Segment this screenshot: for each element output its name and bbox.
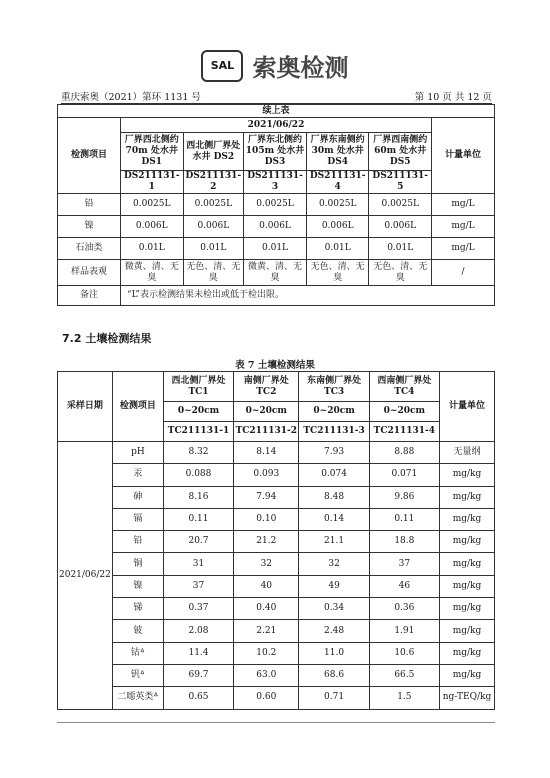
result-value: 0.01L [369, 238, 432, 260]
sample-code: TC211131-1 [163, 422, 233, 442]
result-value: 0.01L [183, 238, 244, 260]
site-header: 西南侧厂界处 TC4 [369, 372, 439, 402]
result-value: 8.48 [299, 486, 369, 508]
unit: mg/kg [440, 531, 495, 553]
result-value: 0.11 [163, 508, 233, 530]
remark-text: “L”表示检测结果未检出或低于检出限。 [121, 286, 495, 306]
table-row [58, 598, 495, 620]
unit: mg/kg [440, 598, 495, 620]
result-value: 18.8 [369, 531, 439, 553]
unit: mg/kg [440, 464, 495, 486]
result-value: 7.93 [299, 442, 369, 464]
result-value: 0.01L [306, 238, 369, 260]
unit: ng-TEQ/kg [440, 687, 495, 709]
result-value: 21.1 [299, 531, 369, 553]
item-name: 二噁英类ᐞ [112, 687, 163, 709]
result-value: 0.0025L [306, 194, 369, 216]
table-row [58, 238, 495, 260]
unit-header: 计量单位 [432, 118, 495, 194]
result-value: 0.093 [234, 464, 299, 486]
unit: mg/L [432, 194, 495, 216]
sample-code: DS211131-2 [183, 171, 244, 194]
item-header: 检测项目 [58, 118, 121, 194]
depth-value: 0~20cm [163, 402, 233, 422]
result-value: 0.074 [299, 464, 369, 486]
result-value: 0.60 [234, 687, 299, 709]
item-name: 砷 [112, 486, 163, 508]
result-value: 8.88 [369, 442, 439, 464]
result-value: 7.94 [234, 486, 299, 508]
result-value: 9.86 [369, 486, 439, 508]
result-value: 无色、清、无臭 [369, 260, 432, 286]
site-header: 西北侧厂界处水井 DS2 [183, 133, 244, 171]
table-row [58, 642, 495, 664]
unit: mg/kg [440, 486, 495, 508]
result-value: 20.7 [163, 531, 233, 553]
result-value: 0.37 [163, 598, 233, 620]
result-value: 0.006L [306, 216, 369, 238]
item-name: 钒ᐞ [112, 664, 163, 686]
unit: mg/L [432, 216, 495, 238]
sample-code: DS211131-1 [121, 171, 184, 194]
result-value: 0.71 [299, 687, 369, 709]
result-value: 0.0025L [369, 194, 432, 216]
page-header [61, 89, 492, 104]
depth-value: 0~20cm [299, 402, 369, 422]
table-row [58, 464, 495, 486]
result-value: 11.4 [163, 642, 233, 664]
logo-badge: SAL [201, 50, 243, 82]
result-value: 11.0 [299, 642, 369, 664]
result-value: 68.6 [299, 664, 369, 686]
result-value: 8.32 [163, 442, 233, 464]
result-value: 微黄、清、无臭 [244, 260, 307, 286]
result-value: 32 [234, 553, 299, 575]
item-name: 汞 [112, 464, 163, 486]
result-value: 0.01L [244, 238, 307, 260]
remark-label: 备注 [58, 286, 121, 306]
table-caption: 续上表 [58, 105, 495, 118]
result-value: 0.14 [299, 508, 369, 530]
result-value: 0.0025L [244, 194, 307, 216]
footer-divider [57, 722, 495, 723]
site-header: 厂界西北侧约 70m 处水井 DS1 [121, 133, 184, 171]
result-value: 69.7 [163, 664, 233, 686]
result-value: 10.2 [234, 642, 299, 664]
result-value: 46 [369, 575, 439, 597]
logo-brand: 索奥检测 [252, 54, 349, 82]
table-row [58, 486, 495, 508]
table-row [58, 216, 495, 238]
item-name: 镍 [112, 575, 163, 597]
result-value: 8.14 [234, 442, 299, 464]
result-value: 31 [163, 553, 233, 575]
soil-results-table [57, 371, 495, 710]
page-number: 第 10 页 共 12 页 [414, 92, 492, 103]
result-value: 0.40 [234, 598, 299, 620]
company-logo [0, 48, 550, 83]
result-value: 66.5 [369, 664, 439, 686]
item-name: 铅 [112, 531, 163, 553]
result-value: 49 [299, 575, 369, 597]
site-header: 厂界东北侧约 105m 处水井 DS3 [244, 133, 307, 171]
result-value: 0.11 [369, 508, 439, 530]
sample-code: DS211131-5 [369, 171, 432, 194]
item-name: 石油类 [58, 238, 121, 260]
result-value: 0.36 [369, 598, 439, 620]
unit: mg/kg [440, 642, 495, 664]
result-value: 37 [369, 553, 439, 575]
site-header: 南侧厂界处 TC2 [234, 372, 299, 402]
unit: mg/L [432, 238, 495, 260]
result-value: 2.48 [299, 620, 369, 642]
sample-code: DS211131-3 [244, 171, 307, 194]
result-value: 0.34 [299, 598, 369, 620]
unit: 无量纲 [440, 442, 495, 464]
table-row [58, 508, 495, 530]
unit: / [432, 260, 495, 286]
result-value: 10.6 [369, 642, 439, 664]
item-name: 样品表观 [58, 260, 121, 286]
section-title: 7.2 土壤检测结果 [62, 332, 152, 345]
report-number: 重庆索奥（2021）第环 1131 号 [61, 92, 201, 103]
table-row [58, 442, 495, 464]
table-row [58, 687, 495, 709]
result-value: 40 [234, 575, 299, 597]
item-name: 镍 [58, 216, 121, 238]
remark-row [58, 286, 495, 306]
unit: mg/kg [440, 620, 495, 642]
result-value: 2.21 [234, 620, 299, 642]
site-header: 东南侧厂界处 TC3 [299, 372, 369, 402]
site-header: 厂界东南侧约 30m 处水井 DS4 [306, 133, 369, 171]
item-name: 铜 [112, 553, 163, 575]
sample-code: TC211131-3 [299, 422, 369, 442]
item-header: 检测项目 [112, 372, 163, 442]
table-row [58, 575, 495, 597]
item-name: pH [112, 442, 163, 464]
table-caption: 表 7 土壤检测结果 [235, 360, 315, 371]
sample-code: DS211131-4 [306, 171, 369, 194]
sample-code: TC211131-2 [234, 422, 299, 442]
table-row [58, 260, 495, 286]
result-value: 1.5 [369, 687, 439, 709]
result-value: 0.088 [163, 464, 233, 486]
result-value: 0.0025L [183, 194, 244, 216]
item-name: 铍 [112, 620, 163, 642]
result-value: 21.2 [234, 531, 299, 553]
table-row [58, 531, 495, 553]
unit: mg/kg [440, 508, 495, 530]
table-row [58, 194, 495, 216]
sample-code: TC211131-4 [369, 422, 439, 442]
water-results-table [57, 104, 495, 306]
table-row [58, 620, 495, 642]
result-value: 0.0025L [121, 194, 184, 216]
sampling-date: 2021/06/22 [121, 118, 432, 133]
item-name: 镉 [112, 508, 163, 530]
result-value: 0.006L [121, 216, 184, 238]
result-value: 0.006L [183, 216, 244, 238]
unit: mg/kg [440, 575, 495, 597]
result-value: 无色、清、无臭 [306, 260, 369, 286]
site-header: 西北侧厂界处 TC1 [163, 372, 233, 402]
site-header: 厂界西南侧约 60m 处水井 DS5 [369, 133, 432, 171]
unit-header: 计量单位 [440, 372, 495, 442]
table-row [58, 553, 495, 575]
item-name: 钴ᐞ [112, 642, 163, 664]
unit: mg/kg [440, 553, 495, 575]
depth-value: 0~20cm [234, 402, 299, 422]
result-value: 0.071 [369, 464, 439, 486]
result-value: 微黄、清、无臭 [121, 260, 184, 286]
result-value: 32 [299, 553, 369, 575]
result-value: 0.006L [244, 216, 307, 238]
result-value: 8.16 [163, 486, 233, 508]
result-value: 0.10 [234, 508, 299, 530]
result-value: 1.91 [369, 620, 439, 642]
unit: mg/kg [440, 664, 495, 686]
result-value: 0.65 [163, 687, 233, 709]
result-value: 63.0 [234, 664, 299, 686]
item-name: 锑 [112, 598, 163, 620]
depth-value: 0~20cm [369, 402, 439, 422]
result-value: 0.006L [369, 216, 432, 238]
result-value: 无色、清、无臭 [183, 260, 244, 286]
sampling-date: 2021/06/22 [58, 442, 113, 710]
result-value: 37 [163, 575, 233, 597]
result-value: 0.01L [121, 238, 184, 260]
date-header: 采样日期 [58, 372, 113, 442]
table-row [58, 664, 495, 686]
result-value: 2.08 [163, 620, 233, 642]
item-name: 铅 [58, 194, 121, 216]
